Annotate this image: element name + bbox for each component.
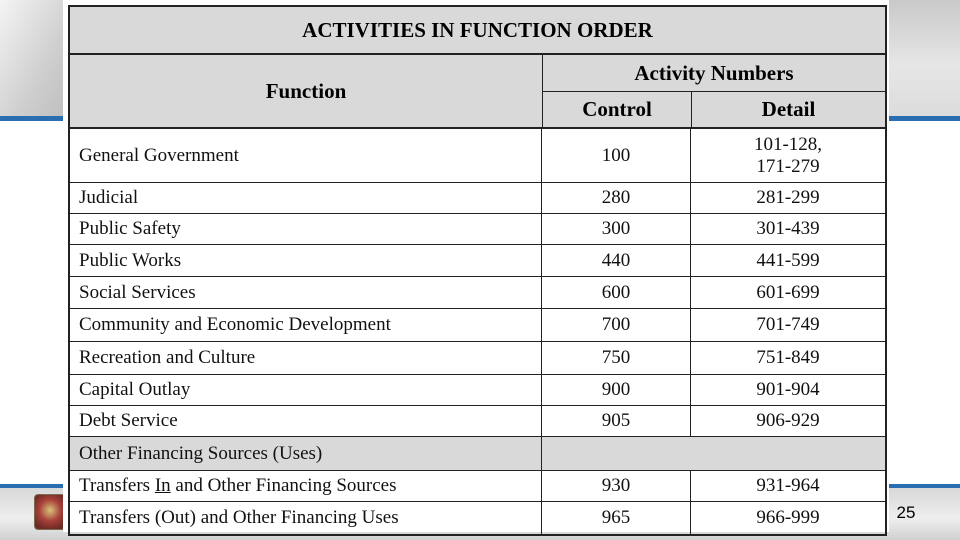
cell-detail: 931-964 — [756, 475, 820, 496]
table-section-row — [70, 437, 885, 471]
page-number: 25 — [896, 503, 916, 522]
table-row — [70, 129, 885, 183]
cell-function: Judicial — [70, 183, 542, 213]
cell-detail: 601-699 — [756, 281, 820, 303]
cell-control: 965 — [542, 502, 691, 534]
cell-control: 905 — [542, 406, 691, 436]
cell-detail: 906-929 — [756, 410, 820, 431]
cell-function-underlined: In — [154, 475, 171, 496]
cell-section-empty — [542, 437, 885, 470]
cell-detail: 901-904 — [756, 379, 820, 400]
cell-control: 440 — [542, 245, 691, 276]
table-row — [70, 183, 885, 214]
table-row — [70, 277, 885, 309]
cell-function: Transfers (Out) and Other Financing Uses — [70, 502, 542, 534]
state-seal-icon — [34, 494, 66, 530]
header-control: Control — [543, 92, 692, 127]
header-activity-group — [543, 55, 885, 127]
cell-function: Community and Economic Development — [70, 309, 542, 341]
table-header — [70, 55, 885, 129]
table-title: ACTIVITIES IN FUNCTION ORDER — [70, 7, 885, 55]
table-row — [70, 502, 885, 534]
cell-control: 600 — [542, 277, 691, 308]
cell-function: Public Safety — [70, 214, 542, 244]
cell-function — [70, 471, 542, 501]
cell-detail-line: 171-279 — [756, 155, 820, 177]
table-row — [70, 214, 885, 245]
cell-function: General Government — [70, 129, 542, 182]
slide-corner-decoration — [0, 0, 70, 118]
cell-function: Capital Outlay — [70, 375, 542, 405]
table-row — [70, 375, 885, 406]
cell-detail: 441-599 — [756, 249, 820, 271]
cell-function: Recreation and Culture — [70, 342, 542, 374]
table-row — [70, 342, 885, 375]
header-activity-subcolumns — [543, 92, 885, 127]
activities-table — [68, 5, 887, 536]
table-row — [70, 471, 885, 502]
cell-function-text: and Other Financing Sources — [170, 475, 397, 496]
cell-control: 700 — [542, 309, 691, 341]
cell-control: 900 — [542, 375, 691, 405]
cell-function: Public Works — [70, 245, 542, 276]
cell-section-label: Other Financing Sources (Uses) — [70, 437, 542, 470]
cell-control: 280 — [542, 183, 691, 213]
header-activity-numbers: Activity Numbers — [543, 55, 885, 92]
cell-detail — [691, 129, 885, 182]
header-detail: Detail — [761, 97, 816, 121]
table-row — [70, 245, 885, 277]
cell-detail-line: 101-128, — [753, 133, 823, 155]
cell-control: 100 — [542, 129, 691, 182]
cell-control: 930 — [542, 471, 691, 501]
cell-detail: 301-439 — [756, 218, 820, 239]
cell-function: Debt Service — [70, 406, 542, 436]
table-row — [70, 406, 885, 437]
cell-control: 300 — [542, 214, 691, 244]
header-function: Function — [70, 55, 543, 127]
cell-detail: 701-749 — [756, 314, 820, 335]
cell-detail: 281-299 — [756, 187, 820, 208]
cell-function-text: Transfers — [79, 475, 155, 496]
cell-function: Social Services — [70, 277, 542, 308]
cell-control: 750 — [542, 342, 691, 374]
table-row — [70, 309, 885, 342]
cell-detail: 751-849 — [756, 347, 820, 368]
cell-detail: 966-999 — [756, 507, 820, 528]
